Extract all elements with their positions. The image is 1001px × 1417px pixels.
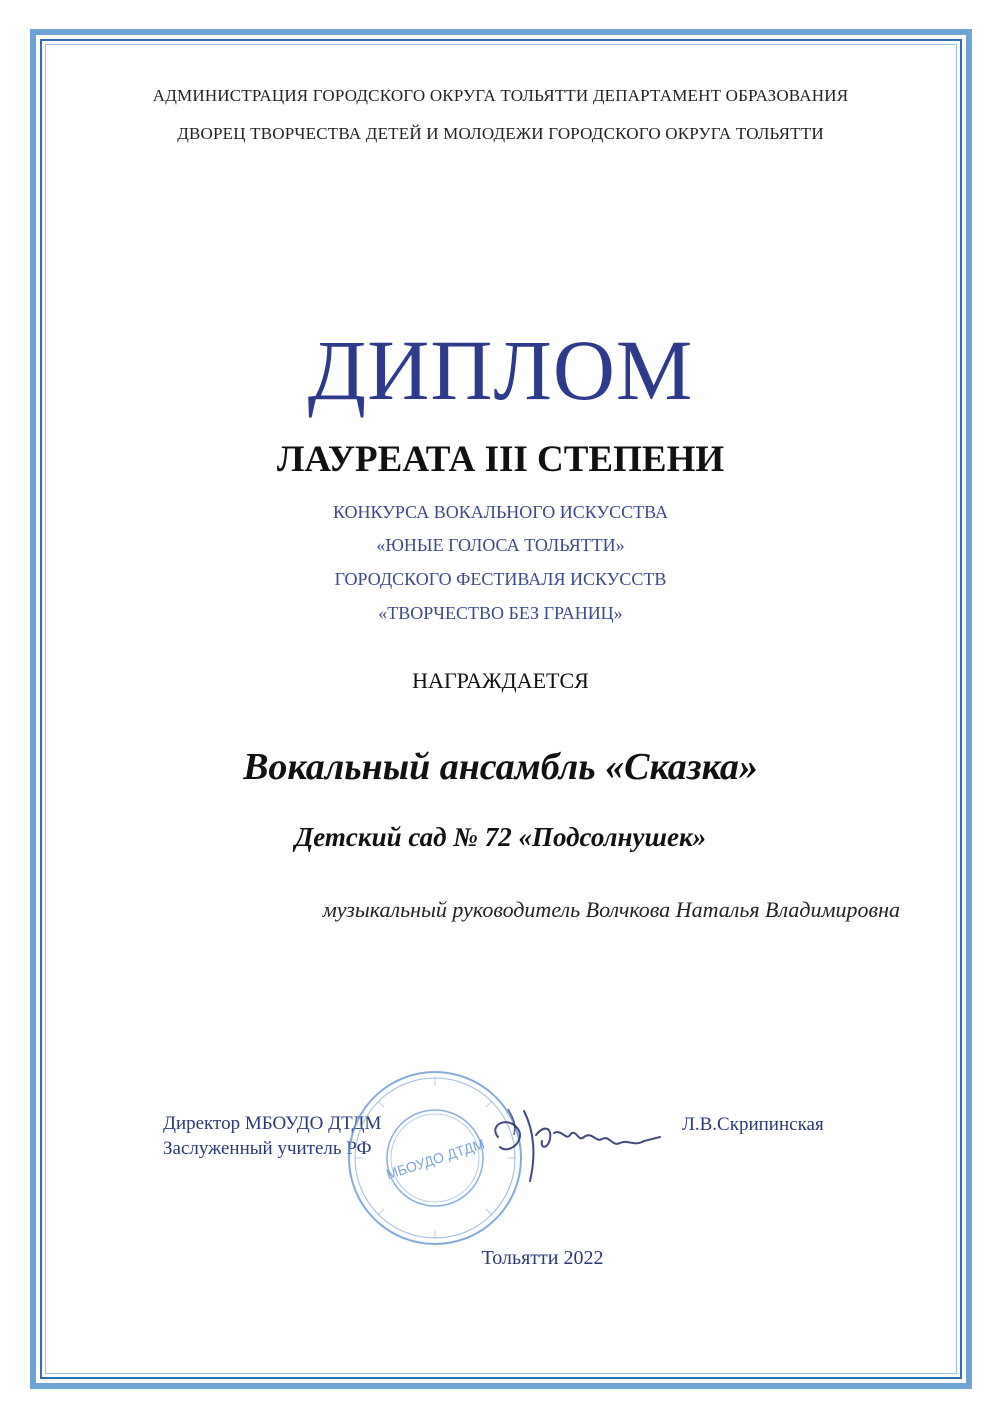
contest-line-3: ГОРОДСКОГО ФЕСТИВАЛЯ ИСКУССТВ: [334, 569, 667, 589]
signer-title: Заслуженный учитель РФ: [163, 1138, 372, 1159]
signer-position: Директор МБОУДО ДТДМ: [163, 1113, 382, 1134]
signer-name: Л.В.Скрипинская: [682, 1114, 824, 1135]
header-administration: АДМИНИСТРАЦИЯ ГОРОДСКОГО ОКРУГА ТОЛЬЯТТИ ДЕПАРТАМЕНТ ОБРАЗОВАНИЯ: [152, 86, 849, 105]
city-and-year: Тольятти 2022: [481, 1247, 604, 1269]
svg-text:МБОУДО ДТДМ: МБОУДО ДТДМ: [384, 1135, 487, 1183]
contest-line-4: «ТВОРЧЕСТВО БЕЗ ГРАНИЦ»: [378, 603, 623, 623]
diploma-title: ДИПЛОМ: [307, 322, 694, 418]
contest-line-1: КОНКУРСА ВОКАЛЬНОГО ИСКУССТВА: [332, 502, 669, 522]
recipient-institution: Детский сад № 72 «Подсолнушек»: [294, 822, 707, 852]
awarded-label: НАГРАЖДАЕТСЯ: [412, 668, 589, 693]
handwritten-signature-icon: [478, 1085, 678, 1205]
diploma-degree: ЛАУРЕАТА III СТЕПЕНИ: [276, 439, 725, 480]
contest-line-2: «ЮНЫЕ ГОЛОСА ТОЛЬЯТТИ»: [376, 535, 625, 555]
recipient-name: Вокальный ансамбль «Сказка»: [243, 746, 758, 788]
header-palace: ДВОРЕЦ ТВОРЧЕСТВА ДЕТЕЙ И МОЛОДЕЖИ ГОРОДСКОГО ОКРУГА ТОЛЬЯТТИ: [177, 124, 824, 143]
music-leader: музыкальный руководитель Волчкова Наталья Владимировна: [322, 897, 900, 922]
